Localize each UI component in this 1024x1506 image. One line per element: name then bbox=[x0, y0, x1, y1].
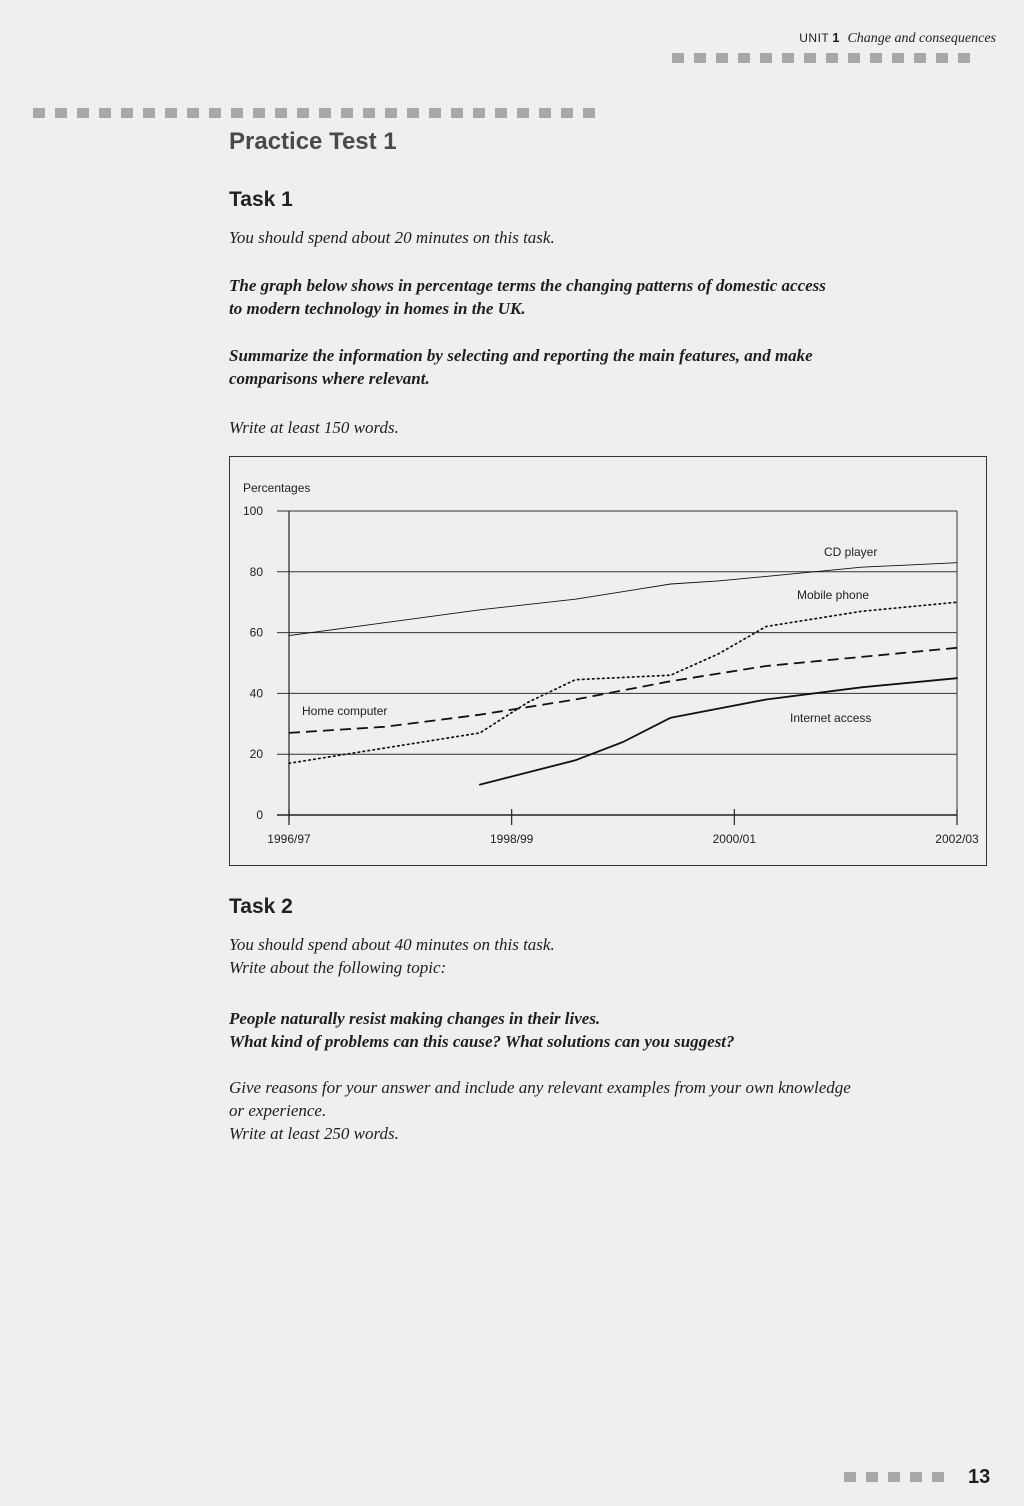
x-tick-label: 1996/97 bbox=[267, 832, 311, 846]
decorative-square bbox=[826, 53, 838, 63]
x-tick-label: 2000/01 bbox=[712, 832, 757, 846]
decorative-square bbox=[866, 1472, 878, 1482]
decorative-square bbox=[143, 108, 155, 118]
decorative-square bbox=[275, 108, 287, 118]
decorative-square bbox=[297, 108, 309, 118]
task1-summarize-line: Summarize the information by selecting and reporting the main features, and make bbox=[229, 346, 813, 365]
unit-number: 1 bbox=[832, 30, 840, 45]
y-tick-label: 40 bbox=[249, 686, 263, 701]
decorative-square bbox=[892, 53, 904, 63]
task1-summarize-line: comparisons where relevant. bbox=[229, 369, 430, 388]
task2-prompt-line: People naturally resist making changes in their lives. bbox=[229, 1009, 601, 1028]
decorative-square bbox=[716, 53, 728, 63]
y-tick-label: 20 bbox=[249, 747, 263, 762]
series-label: Mobile phone bbox=[797, 588, 870, 602]
task2-time-note bbox=[229, 933, 989, 979]
y-tick-label: 60 bbox=[249, 625, 263, 640]
decorative-square bbox=[451, 108, 463, 118]
decorative-square bbox=[958, 53, 970, 63]
decorative-square bbox=[517, 108, 529, 118]
decorative-square bbox=[539, 108, 551, 118]
decorative-square bbox=[231, 108, 243, 118]
series-line-mobile-phone bbox=[289, 602, 957, 763]
task1-heading: Task 1 bbox=[229, 188, 293, 211]
x-tick-label: 1998/99 bbox=[489, 832, 534, 846]
y-tick-label: 0 bbox=[256, 808, 263, 822]
decorative-square bbox=[429, 108, 441, 118]
task2-time-line: You should spend about 40 minutes on this task. bbox=[229, 935, 555, 954]
page-number: 13 bbox=[968, 1466, 991, 1488]
y-tick-label: 80 bbox=[249, 564, 263, 579]
task2-instruction-line: Write at least 250 words. bbox=[229, 1124, 399, 1143]
decorative-square bbox=[932, 1472, 944, 1482]
decorative-square bbox=[738, 53, 750, 63]
task1-time-note: You should spend about 20 minutes on this task. bbox=[229, 228, 555, 247]
decorative-square bbox=[165, 108, 177, 118]
task2-instruction-line: Give reasons for your answer and include any relevant examples from your own knowledge bbox=[229, 1078, 851, 1097]
task2-instructions bbox=[229, 1076, 989, 1145]
task2-prompt bbox=[229, 1007, 989, 1053]
decorative-square bbox=[319, 108, 331, 118]
task2-instruction-line: or experience. bbox=[229, 1101, 327, 1120]
decorative-square bbox=[760, 53, 772, 63]
decorative-square bbox=[121, 108, 133, 118]
decorative-square bbox=[473, 108, 485, 118]
series-label: Home computer bbox=[302, 704, 388, 718]
decorative-square bbox=[804, 53, 816, 63]
running-header bbox=[799, 30, 996, 47]
decorative-squares-footer bbox=[844, 1472, 944, 1482]
decorative-square bbox=[848, 53, 860, 63]
task2-time-line: Write about the following topic: bbox=[229, 958, 447, 977]
task2-heading: Task 2 bbox=[229, 895, 293, 918]
decorative-square bbox=[341, 108, 353, 118]
decorative-square bbox=[694, 53, 706, 63]
series-line-internet-access bbox=[480, 678, 957, 784]
task1-prompt-line: The graph below shows in percentage terms the changing patterns of domestic access bbox=[229, 276, 826, 295]
task1-prompt-line: to modern technology in homes in the UK. bbox=[229, 299, 526, 318]
decorative-square bbox=[187, 108, 199, 118]
y-axis-label: Percentages bbox=[243, 481, 311, 495]
series-label: CD player bbox=[824, 545, 878, 559]
decorative-square bbox=[55, 108, 67, 118]
decorative-squares-top bbox=[672, 53, 970, 63]
decorative-square bbox=[385, 108, 397, 118]
decorative-square bbox=[209, 108, 221, 118]
decorative-square bbox=[782, 53, 794, 63]
decorative-squares-heading bbox=[33, 108, 595, 118]
decorative-square bbox=[910, 1472, 922, 1482]
unit-label: UNIT bbox=[799, 31, 830, 45]
decorative-square bbox=[561, 108, 573, 118]
series-label: Internet access bbox=[790, 711, 872, 725]
decorative-square bbox=[888, 1472, 900, 1482]
decorative-square bbox=[844, 1472, 856, 1482]
decorative-square bbox=[914, 53, 926, 63]
decorative-square bbox=[363, 108, 375, 118]
x-tick-label: 2002/03 bbox=[935, 832, 979, 846]
decorative-square bbox=[253, 108, 265, 118]
decorative-square bbox=[870, 53, 882, 63]
decorative-square bbox=[33, 108, 45, 118]
decorative-square bbox=[583, 108, 595, 118]
decorative-square bbox=[407, 108, 419, 118]
unit-title: Change and consequences bbox=[847, 31, 996, 46]
decorative-square bbox=[672, 53, 684, 63]
page-title: Practice Test 1 bbox=[229, 128, 397, 155]
line-chart bbox=[230, 457, 986, 865]
task1-prompt bbox=[229, 274, 989, 320]
decorative-square bbox=[99, 108, 111, 118]
decorative-square bbox=[936, 53, 948, 63]
task2-prompt-line: What kind of problems can this cause? What solutions can you suggest? bbox=[229, 1032, 735, 1051]
task1-word-count: Write at least 150 words. bbox=[229, 418, 399, 437]
line-chart-frame bbox=[229, 456, 987, 866]
y-tick-label: 100 bbox=[242, 504, 263, 518]
decorative-square bbox=[77, 108, 89, 118]
decorative-square bbox=[495, 108, 507, 118]
task1-summarize bbox=[229, 344, 989, 390]
